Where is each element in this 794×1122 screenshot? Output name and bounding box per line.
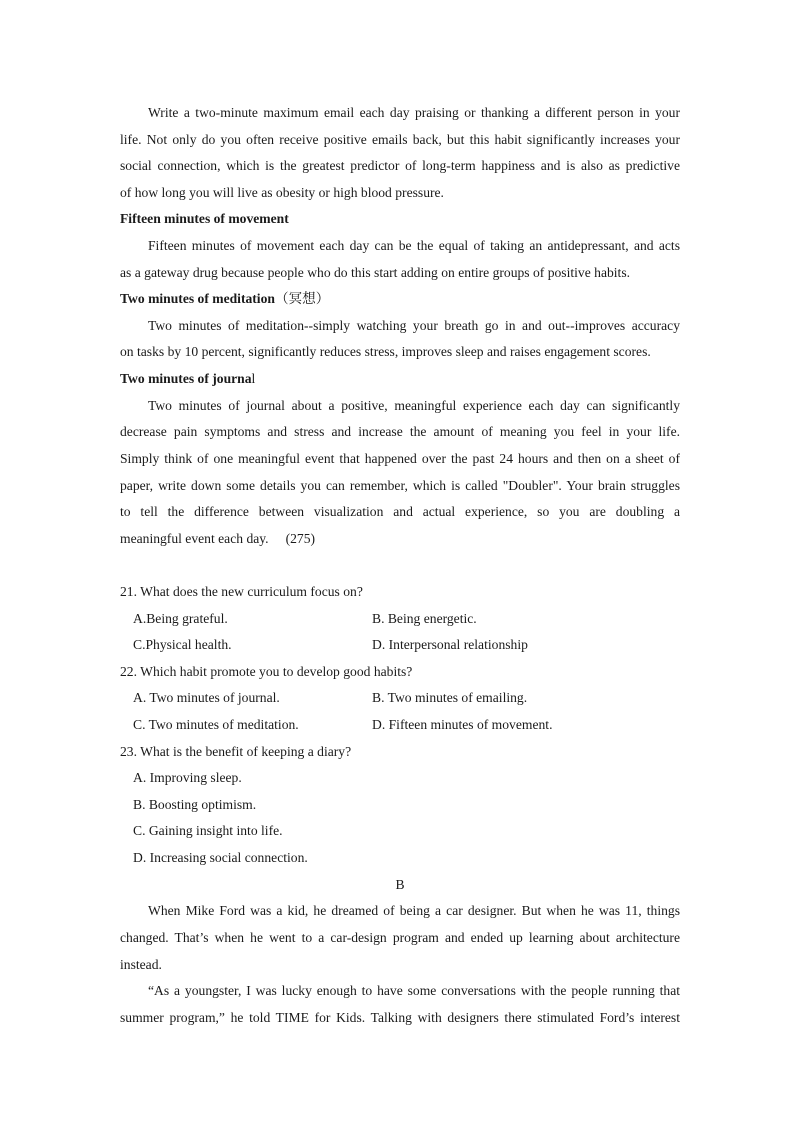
- text-line: Two minutes of journal about a positive, meaningful experience each day can significantly: [148, 397, 680, 413]
- option-c: C. Two minutes of meditation.: [133, 717, 299, 733]
- options-row: [120, 712, 680, 739]
- text-line: summer program,” he told TIME for Kids. Talking with designers there stimulated Ford’s interest: [120, 1009, 680, 1025]
- heading-text: Two minutes of meditation: [120, 291, 275, 307]
- heading-meditation: [120, 286, 680, 313]
- paragraph-email: [120, 100, 680, 206]
- option-b: [120, 792, 680, 819]
- text-line: life. Not only do you often receive positive emails back, but this habit significantly increases your: [120, 131, 680, 147]
- option-d: D. Fifteen minutes of movement.: [372, 717, 553, 733]
- text-line: Fifteen minutes of movement each day can be the equal of taking an antidepressant, and acts: [148, 238, 680, 254]
- option-c: C.Physical health.: [133, 637, 232, 653]
- option-d: [120, 845, 680, 872]
- text-line: Two minutes of meditation--simply watching your breath go in and out--improves accuracy: [148, 317, 680, 333]
- option-text: B. Boosting optimism.: [133, 796, 257, 812]
- text-line: on tasks by 10 percent, significantly reduces stress, improves sleep and raises engagement scores.: [120, 344, 651, 360]
- heading-tail: l: [251, 371, 256, 387]
- paragraph-ford-2: [120, 978, 680, 1031]
- text-line: of how long you will live as obesity or high blood pressure.: [120, 184, 444, 200]
- options-row: [120, 632, 680, 659]
- document-page: [120, 100, 680, 1031]
- text-line: Write a two-minute maximum email each day praising or thanking a different person in your: [148, 105, 680, 120]
- option-d: D. Interpersonal relationship: [372, 637, 528, 653]
- option-a: A.Being grateful.: [133, 610, 228, 626]
- question-stem: 22. Which habit promote you to develop good habits?: [120, 663, 413, 679]
- blank-line: [120, 552, 680, 579]
- text-line: to tell the difference between visualization and actual experience, so you are doubling a: [120, 504, 680, 520]
- option-a: A. Two minutes of journal.: [133, 690, 280, 706]
- question-stem: 21. What does the new curriculum focus on?: [120, 583, 363, 599]
- text-line: changed. That’s when he went to a car-design program and ended up learning about architecture: [120, 929, 680, 945]
- text-line: “As a youngster, I was lucky enough to have some conversations with the people running that: [148, 983, 680, 999]
- text-line: social connection, which is the greatest predictor of long-term happiness and is also as predictive: [120, 158, 680, 174]
- text-line: paper, write down some details you can remember, which is called "Doubler". Your brain struggles: [120, 477, 680, 493]
- text-line: decrease pain symptoms and stress and increase the amount of meaning you feel in your life.: [120, 424, 680, 440]
- paragraph-ford-1: [120, 898, 680, 978]
- option-b: B. Two minutes of emailing.: [372, 690, 528, 706]
- option-a: [120, 765, 680, 792]
- section-heading-b: B: [395, 876, 405, 892]
- options-row: [120, 685, 680, 712]
- heading-movement: Fifteen minutes of movement: [120, 211, 289, 227]
- heading-chinese-note: （冥想）: [274, 291, 330, 307]
- option-c: [120, 818, 680, 845]
- text-line: meaningful event each day. (275): [120, 530, 316, 546]
- text-line: instead.: [120, 956, 162, 972]
- text-line: as a gateway drug because people who do this start adding on entire groups of positive habits.: [120, 264, 631, 280]
- text-line: When Mike Ford was a kid, he dreamed of being a car designer. But when he was 11, things: [148, 903, 680, 919]
- paragraph-movement: [120, 233, 680, 286]
- options-row: [120, 606, 680, 633]
- option-b: B. Being energetic.: [372, 610, 477, 626]
- option-text: A. Improving sleep.: [133, 770, 242, 786]
- question-22: [120, 659, 680, 739]
- question-23: [120, 739, 680, 872]
- heading-text: Two minutes of journa: [120, 371, 252, 387]
- question-21: [120, 579, 680, 659]
- text-line: Simply think of one meaningful event that happened over the past 24 hours and then on a sheet of: [120, 450, 680, 466]
- question-stem: 23. What is the benefit of keeping a diary?: [120, 743, 352, 759]
- paragraph-journal: [120, 393, 680, 553]
- heading-journal: [120, 366, 680, 393]
- option-text: C. Gaining insight into life.: [133, 823, 283, 839]
- option-text: D. Increasing social connection.: [133, 850, 308, 866]
- paragraph-meditation: [120, 313, 680, 366]
